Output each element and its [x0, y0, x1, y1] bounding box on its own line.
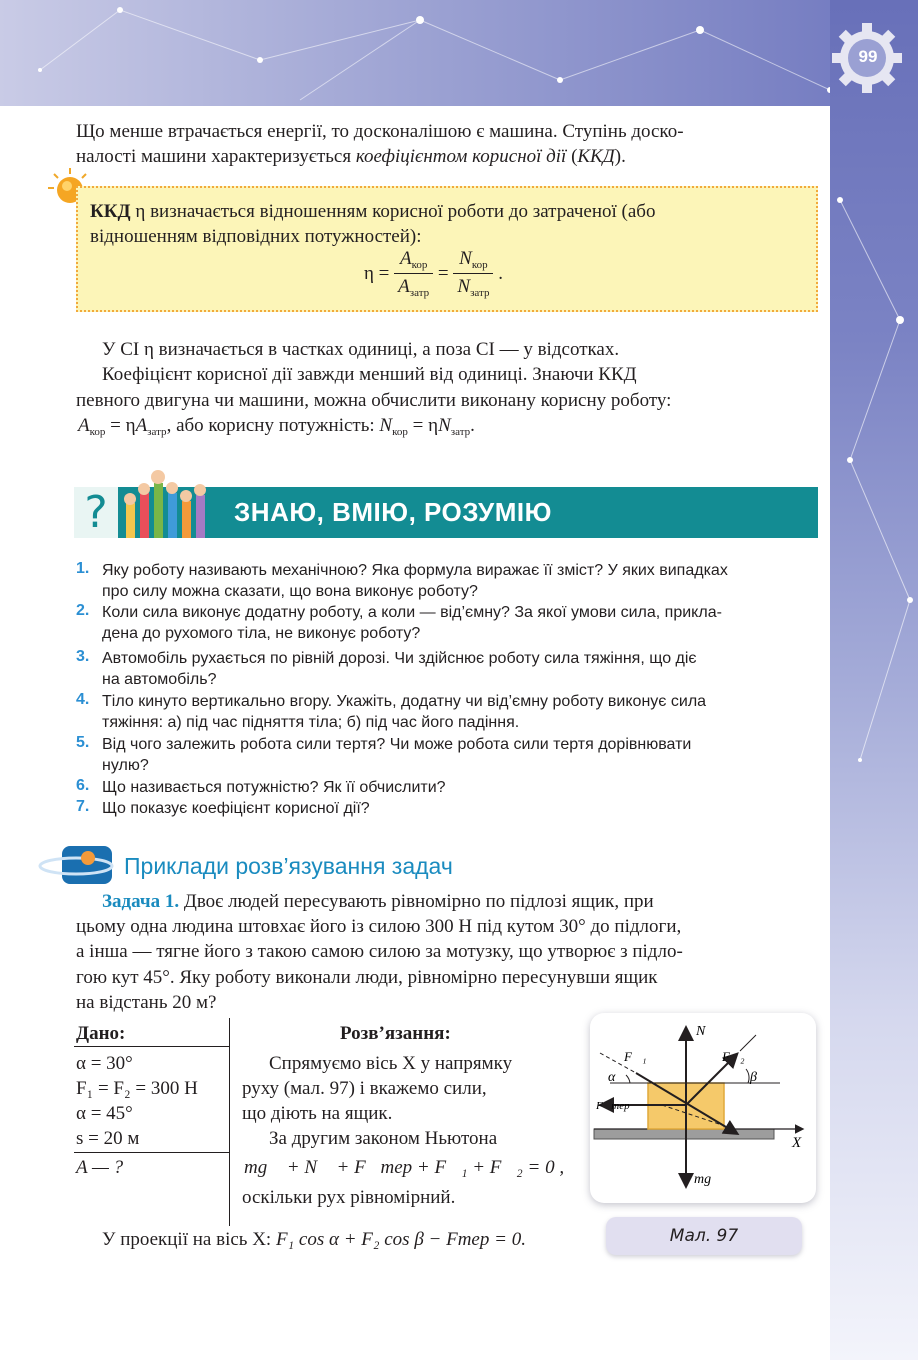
solution-line-3: що діють на ящик. — [242, 1103, 393, 1124]
intro-text: налості машини характеризується — [76, 146, 356, 167]
frac-den-sub: затр — [409, 287, 430, 299]
spent-sub: затр — [450, 426, 471, 438]
intro-abbr: ККД — [577, 146, 615, 167]
formula-fraction-power — [453, 248, 493, 299]
question-text-cont: про силу можна сказати, що вона виконує роботу? — [102, 583, 478, 600]
given-divider-vertical — [229, 1018, 230, 1226]
question-text-cont: на автомобіль? — [102, 671, 217, 688]
intro-line-1: Що менше втрачається енергії, то досконалішою є машина. Ступінь доско- — [76, 121, 684, 142]
question-text-cont: тяжіння: а) під час підняття тіла; б) під час його падіння. — [102, 714, 520, 731]
definition-term: ККД — [90, 201, 131, 222]
newton-equation: mg⃗ + N⃗ + F⃗тер + F⃗₁ + F⃗₂ = 0 , — [244, 1157, 565, 1178]
efficiency-formulas-line — [78, 412, 818, 446]
si-paragraph: У СІ η визначається в частках одиниці, а поза СІ — у відсотках. — [102, 339, 620, 360]
task-line-1 — [102, 888, 816, 915]
solution-line-5: оскільки рух рівномірний. — [242, 1187, 456, 1208]
definition-text: η визначається відношенням корисної роботи до затраченої (або — [130, 201, 656, 222]
connector-text: , або корисну потужність: — [166, 415, 380, 436]
frac-num-sub: кор — [411, 259, 428, 271]
intro-term: коефіцієнтом корисної дії — [355, 146, 567, 167]
intro-line-2 — [76, 143, 816, 170]
formula-equals: = — [437, 262, 449, 284]
header-decoration — [0, 0, 918, 106]
page-number: 99 — [858, 47, 878, 66]
projection-line — [102, 1226, 582, 1253]
task-text: Двоє людей пересувають рівномірно по підлозі ящик, при — [179, 891, 654, 912]
useful-power-symbol: N — [379, 415, 393, 436]
given-value: s = 20 м — [76, 1128, 140, 1149]
efficiency-formula — [364, 248, 503, 299]
find-value: A — ? — [76, 1157, 124, 1178]
beta-arc — [746, 1069, 749, 1083]
solution-line-4: За другим законом Ньютона — [269, 1128, 498, 1149]
useful-sub: кор — [392, 426, 408, 438]
useful-sub: кор — [89, 426, 106, 438]
F2-label: F⃗₂ — [722, 1049, 745, 1064]
definition-line-2: відношенням відповідних потужностей): — [90, 226, 422, 247]
useful-work-symbol: A — [78, 415, 90, 436]
figure-caption: Мал. 97 — [669, 1226, 739, 1246]
question-text: Коли сила виконує додатну роботу, а коли — від’ємну? За якої умови сила, прикла- — [102, 604, 722, 621]
Ftr-label: F⃗тер — [596, 1100, 630, 1112]
question-number: 3. — [76, 648, 90, 665]
task-line-2: цьому одна людина штовхає його із силою 300 Н під кутом 30° до підлоги, — [76, 916, 682, 937]
question-text: Від чого залежить робота сили тертя? Чи може робота сили тертя дорівнювати — [102, 736, 692, 753]
period: . — [470, 415, 475, 436]
given-divider-bottom — [74, 1152, 229, 1153]
frac-num-sub: кор — [471, 259, 488, 271]
banner-title: ЗНАЮ, ВМІЮ, РОЗУМІЮ — [234, 497, 552, 527]
formula-eta: η = — [364, 262, 390, 284]
question-number: 6. — [76, 777, 90, 794]
frac-num: A — [399, 248, 412, 269]
solution-line-2: руху (мал. 97) і вкажемо сили, — [242, 1078, 487, 1099]
task-line-3: а інша — тягне його з такою самою силою за мотузку, що утворює з підло- — [76, 941, 683, 962]
X-axis-label: X — [792, 1135, 802, 1151]
definition-box — [76, 186, 818, 312]
question-text: Що називається потужністю? Як її обчислити? — [102, 779, 446, 796]
atom-orbit-icon — [36, 842, 116, 888]
formula-period: . — [498, 262, 503, 284]
given-value: α = 45° — [76, 1103, 133, 1124]
frac-den: A — [398, 276, 410, 297]
force-diagram-svg — [590, 1013, 816, 1203]
given-value: F₁ = F₂ = 300 Н — [76, 1078, 198, 1099]
equals-eta: = η — [407, 415, 439, 436]
efficiency-paragraph-line-2: певного двигуна чи машини, можна обчислити виконану корисну роботу: — [76, 390, 672, 411]
beta-label: β — [750, 1070, 757, 1085]
solution-line-1: Спрямуємо вісь X у напрямку — [269, 1053, 513, 1074]
question-mark-icon: ? — [74, 487, 118, 538]
question-number: 7. — [76, 798, 90, 815]
given-title: Дано: — [76, 1023, 126, 1044]
constellation-decoration — [830, 0, 918, 1360]
frac-den: N — [457, 276, 471, 297]
question-text-cont: нулю? — [102, 757, 149, 774]
question-text: Тіло кинуто вертикально вгору. Укажіть, додатну чи від’ємну роботу виконує сила — [102, 693, 707, 710]
task-line-5: на відстань 20 м? — [76, 992, 217, 1013]
frac-den-sub: затр — [470, 287, 490, 299]
solution-title: Розв’язання: — [340, 1023, 451, 1044]
intro-paren-close: ). — [614, 146, 626, 167]
raised-hands-icon — [120, 463, 220, 538]
projection-label: У проекції на вісь X: — [102, 1229, 276, 1250]
task-label: Задача 1. — [102, 891, 180, 912]
floor-surface — [594, 1129, 774, 1139]
examples-title: Приклади розв’язування задач — [124, 853, 453, 879]
question-number: 5. — [76, 734, 90, 751]
projection-equation: F₁ cos α + F₂ cos β − Fтер = 0. — [275, 1229, 526, 1250]
formula-fraction-work — [394, 248, 433, 299]
side-decoration — [830, 0, 918, 1360]
intro-paren: ( — [566, 146, 578, 167]
spent-work-symbol: A — [135, 415, 148, 436]
question-text: Автомобіль рухається по рівній дорозі. Чи здійснює роботу сила тяжіння, що діє — [102, 650, 697, 667]
section-banner — [74, 487, 818, 538]
spent-sub: затр — [147, 426, 167, 438]
N-label: N⃗ — [696, 1024, 717, 1039]
definition-line-1 — [90, 198, 808, 225]
mg-label: mg⃗ — [694, 1172, 722, 1187]
question-number: 4. — [76, 691, 90, 708]
equals-eta: = η — [105, 415, 136, 436]
question-number: 2. — [76, 602, 90, 619]
frac-num: N — [459, 248, 472, 269]
question-list — [0, 560, 830, 820]
question-text-cont: дена до рухомого тіла, не виконує роботу? — [102, 625, 421, 642]
question-text: Яку роботу називають механічною? Яка формула виражає її зміст? У яких випадках — [102, 562, 728, 579]
force-diagram — [590, 1013, 816, 1203]
efficiency-paragraph-line-1: Коефіцієнт корисної дії завжди менший від одиниці. Знаючи ККД — [102, 364, 637, 385]
given-value: α = 30° — [76, 1053, 133, 1074]
task-line-4: гою кут 45°. Яку роботу виконали люди, рівномірно пересунувши ящик — [76, 967, 658, 988]
alpha-label: α — [608, 1070, 616, 1085]
starfield-decoration — [0, 0, 918, 106]
alpha-arc — [626, 1075, 630, 1083]
F1-label: F⃗₁ — [624, 1049, 647, 1064]
question-text: Що показує коефіцієнт корисної дії? — [102, 800, 370, 817]
spent-power-symbol: N — [438, 415, 451, 436]
figure-caption-box — [606, 1217, 802, 1255]
question-number: 1. — [76, 560, 90, 577]
